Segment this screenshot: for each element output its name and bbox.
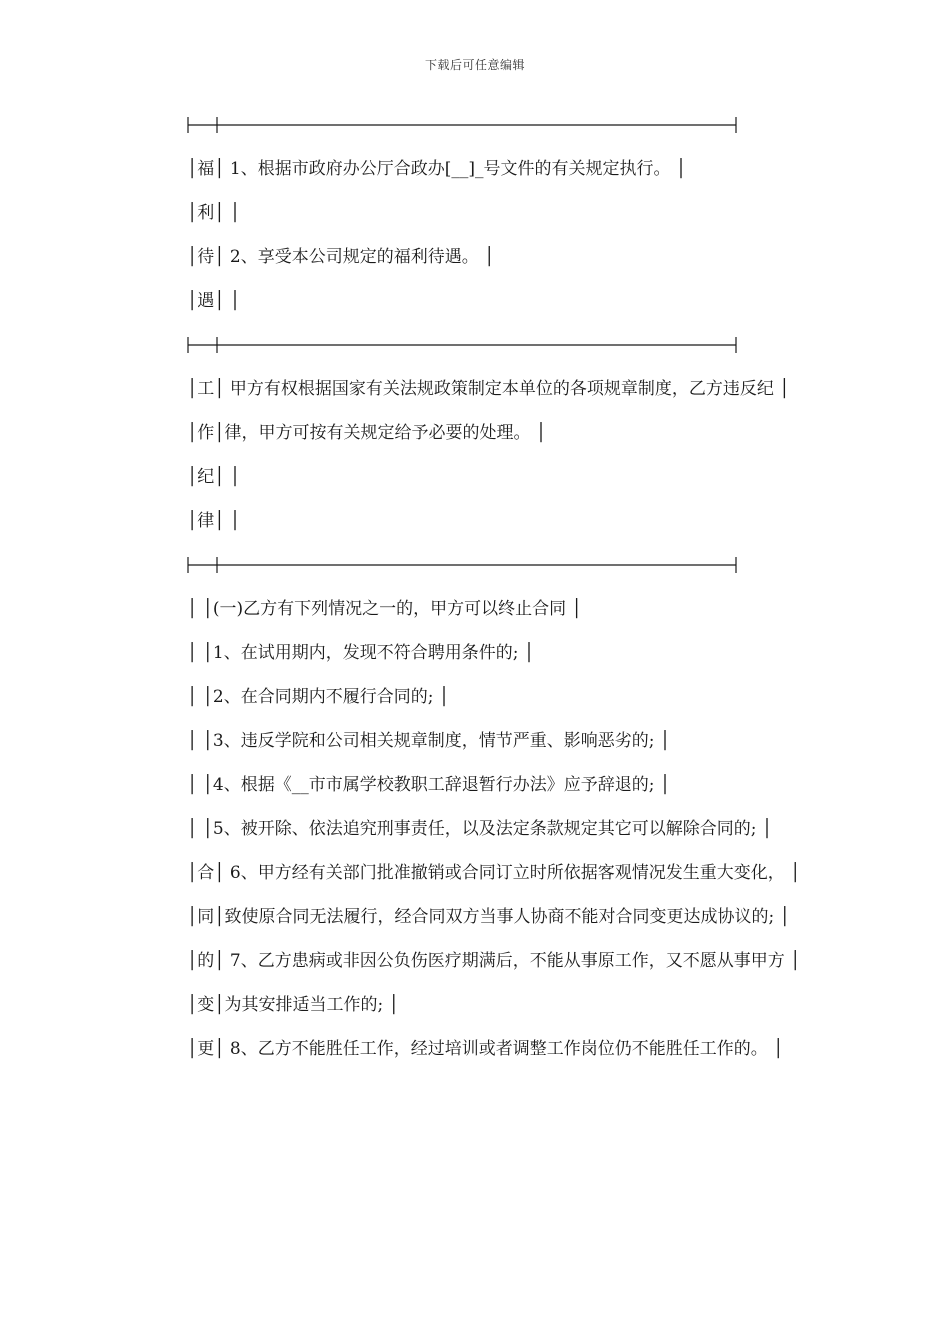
table-rule [187, 334, 737, 356]
text-row: │ │5、被开除、依法追究刑事责任，以及法定条款规定其它可以解除合同的; │ [187, 819, 773, 839]
table-rule [187, 114, 737, 136]
document-body [145, 114, 815, 1082]
text-row: │的│ 7、乙方患病或非因公负伤医疗期满后，不能从事原工作，又不愿从事甲方 │ [187, 951, 801, 971]
text-row: │同│致使原合同无法履行，经合同双方当事人协商不能对合同变更达成协议的; │ [187, 907, 790, 927]
rule-line [187, 334, 737, 356]
text-row: │待│ 2、享受本公司规定的福利待遇。 │ [187, 247, 495, 267]
text-row: │ │4、根据《__市市属学校教职工辞退暂行办法》应予辞退的; │ [187, 775, 671, 795]
text-row: │福│ 1、根据市政府办公厅合政办[__]_号文件的有关规定执行。 │ [187, 159, 687, 179]
text-row: │纪│ │ [187, 467, 241, 487]
text-row: │律│ │ [187, 511, 241, 531]
table-rule [187, 554, 737, 576]
rule-line [187, 114, 737, 136]
text-row: │工│ 甲方有权根据国家有关法规政策制定本单位的各项规章制度，乙方违反纪 │ [187, 379, 790, 399]
text-row: │作│律，甲方可按有关规定给予必要的处理。 │ [187, 423, 547, 443]
text-row: │ │2、在合同期内不履行合同的; │ [187, 687, 450, 707]
text-row: │遇│ │ [187, 291, 241, 311]
text-row: │利│ │ [187, 203, 241, 223]
rule-line [187, 554, 737, 576]
page-header: 下载后可任意编辑 [424, 58, 525, 72]
text-row: │变│为其安排适当工作的; │ [187, 995, 399, 1015]
text-row: │ │3、违反学院和公司相关规章制度，情节严重、影响恶劣的; │ [187, 731, 671, 751]
text-row: │合│ 6、甲方经有关部门批准撤销或合同订立时所依据客观情况发生重大变化， │ [187, 863, 801, 883]
text-row: │ │1、在试用期内，发现不符合聘用条件的; │ [187, 643, 535, 663]
text-row: │ │(一)乙方有下列情况之一的，甲方可以终止合同 │ [187, 599, 582, 619]
text-row: │更│ 8、乙方不能胜任工作，经过培训或者调整工作岗位仍不能胜任工作的。 │ [187, 1039, 784, 1059]
